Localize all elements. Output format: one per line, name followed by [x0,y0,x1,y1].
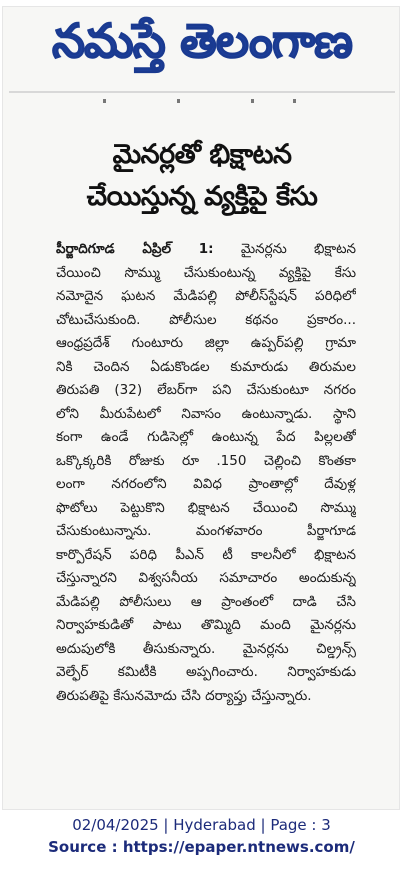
article-line: తిరుపతిపై కేసునమోదు చేసి దర్యాప్తు చేస్తున్నారు. [56,687,312,704]
article-dateline: పీర్జాదిగూడ ఏప్రిల్ 1: [56,241,214,257]
article-line: చేస్తున్నారని విశ్వసనీయ సమాచారం అందుకున్న [56,570,356,586]
article-line: కంగా ఉండే గుడిసెల్లో ఉంటున్న పేద పిల్లలతో [56,429,356,445]
article-line-text: మైనర్లను భిక్షాటన [240,241,356,257]
article-line: ఒక్కొక్కరికి రోజుకు రూ .150 చెల్లించి కొంతకా [56,452,356,469]
article-line: కార్పొరేషన్ పరిధి పీఎన్ టీ కాలనీలో భిక్షాటన [56,546,356,563]
article-line: అదుపులోకి తీసుకున్నారు. మైనర్లను చిల్డ్రన్స్ [56,640,356,657]
article-line: నిర్వాహకుడితో పాటు తొమ్మిది మంది మైనర్లను [56,617,356,633]
article-line: చేయించి సొమ్ము చేసుకుంటున్న వ్యక్తిపై కేసు [56,264,356,281]
footer [0,814,403,858]
footer-source: Source : https://epaper.ntnews.com/ [48,838,355,856]
headline-line-2: చేయిస్తున్న వ్యక్తిపై కేసు [86,181,318,212]
footer-date-edition: 02/04/2025 | Hyderabad | Page : 3 [72,816,331,834]
masthead-divider [9,91,395,93]
article-line: నమోదైన ఘటన మేడిపల్లి పోలీస్‌స్టేషన్ పరిధిలో [56,288,356,304]
masthead [3,11,401,83]
article-line: వెల్ఫేర్ కమిటీకి అప్పగించారు. నిర్వాహకుడు [56,664,356,680]
article-body [56,238,356,708]
article-line: నికి చెందిన ఏడుకొండల కుమారుడు తిరుమల [56,358,356,375]
headline-line-1: మైనర్లతో భిక్షాటన [112,139,292,170]
article-line: చోటుచేసుకుంది. పోలీసుల కథనం ప్రకారం... [56,311,356,328]
article-line: లోని మీరుపేటలో నివాసం ఉంటున్నాడు. స్థాని [56,405,356,422]
article-line: ఫొటోలు పెట్టుకొని భిక్షాటన చేయించి సొమ్ము [56,499,356,516]
headline [3,135,401,217]
article-line: ఆంధ్రప్రదేశ్ గుంటూరు జిల్లా ఉప్పర్‌పల్లి గ్రామా [56,335,356,351]
article-line: మేడిపల్లి పోలీసులు ఆ ప్రాంతంలో దాడి చేసి [56,593,356,610]
article-line: లంగా నగరంలోని వివిధ ప్రాంతాల్లో దేవుళ్ల [56,476,356,492]
article-line: తిరుపతి (32) లేబర్‌గా పని చేసుకుంటూ నగరం [56,382,356,398]
article-line [56,238,356,262]
article-line: చేసుకుంటున్నాను. మంగళవారం పీర్జాగూడ [56,523,356,539]
masthead-dots [103,99,303,107]
masthead-title: నమస్తే తెలంగాణ [52,14,352,69]
